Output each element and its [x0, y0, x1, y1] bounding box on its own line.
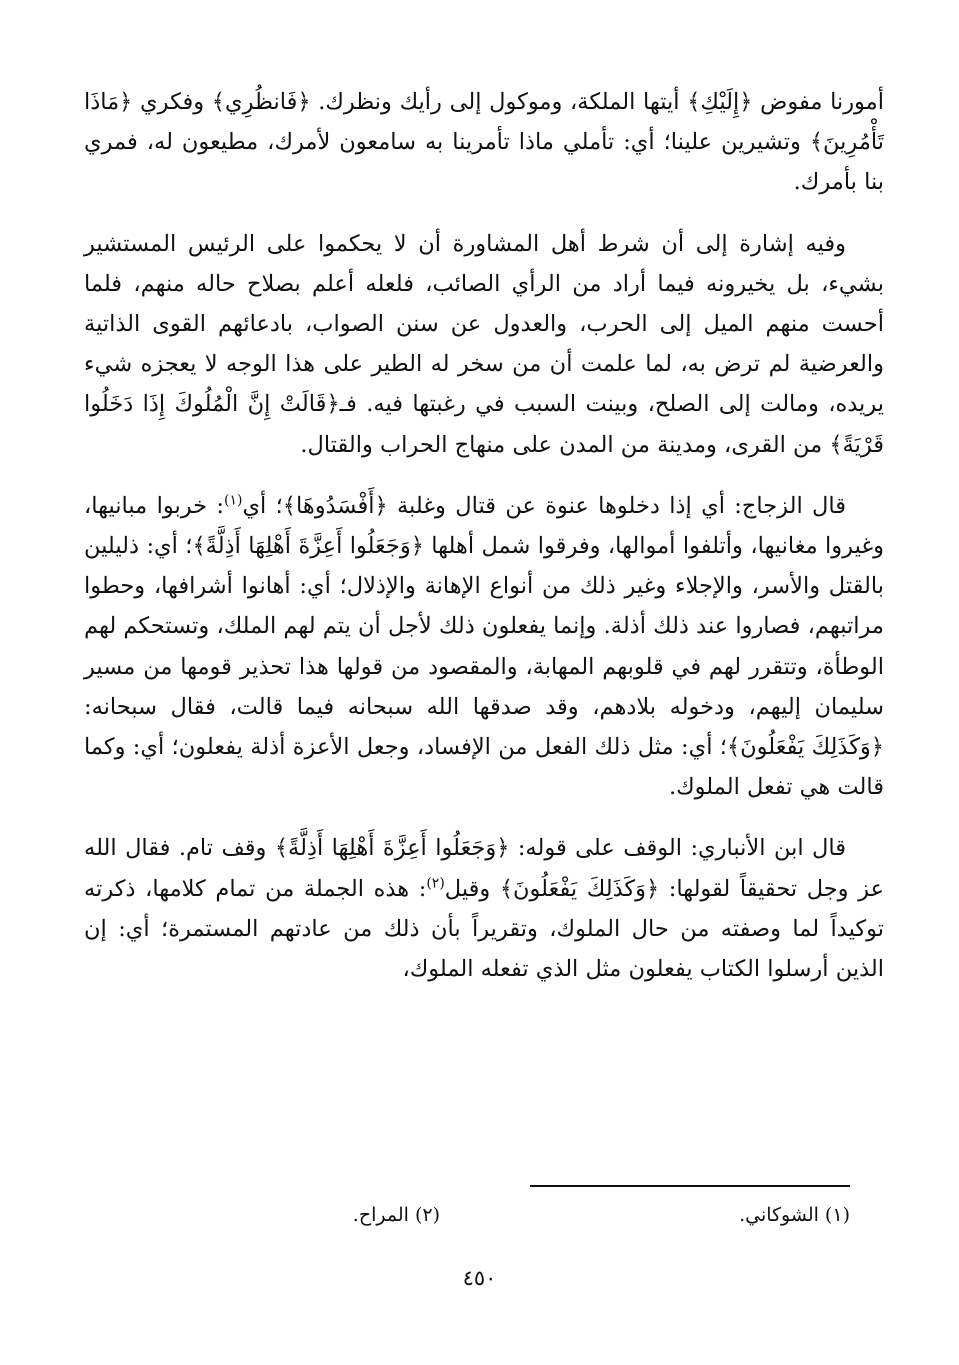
footnote-2: (٢) المراح.	[352, 1204, 440, 1226]
paragraph-2	[84, 224, 884, 465]
paragraph-3	[84, 486, 884, 808]
paragraph-4-before: قال ابن الأنباري: الوقف على قوله: ﴿وَجَعَلُوا أَعِزَّةَ أَهْلِهَا أَذِلَّةً﴾ وقف تام. فقال الله عز وجل تحقيقاً لقولها: ﴿وَكَذَلِكَ يَفْعَلُونَ﴾ وقيل	[84, 835, 884, 902]
paragraph-3-text	[84, 486, 884, 808]
page-body	[84, 82, 884, 1010]
footnote-divider	[530, 1185, 850, 1187]
footnote-ref-2: (٢)	[426, 875, 445, 892]
page-number: ٤٥٠	[462, 1266, 497, 1290]
paragraph-4	[84, 828, 884, 989]
paragraph-1-text: أمورنا مفوض ﴿إِلَيْكِ﴾ أيتها الملكة، وموكول إلى رأيك ونظرك. ﴿فَانظُرِي﴾ وفكري ﴿مَاذَا تَأْمُرِينَ﴾ وتشيرين علينا؛ أي: تأملي ماذا تأمرينا به سامعون لأمرك، مطيعون له، فمري بنا بأمرك.	[84, 89, 884, 196]
paragraph-2-text: وفيه إشارة إلى أن شرط أهل المشاورة أن لا يحكموا على الرئيس المستشير بشيء، بل يخيرونه فيما أراد من الرأي الصائب، فلعله أعلم بصلاح حاله منهم، فلما أحست منهم الميل إلى الحرب، والعدول عن سنن الصواب، بادعائهم القوى الذاتية والعرضية لم ترض به، لما علمت أن من سخر له الطير على هذا الوجه لا يعجزه شيء يريده، ومالت إلى الصلح، وبينت السبب في رغبتها فيه. فـ﴿قَالَتْ إِنَّ الْمُلُوكَ إِذَا دَخَلُوا قَرْيَةً﴾ من القرى، ومدينة من المدن على منهاج الحراب والقتال.	[84, 230, 884, 458]
paragraph-3-before: قال الزجاج: أي إذا دخلوها عنوة عن قتال وغلبة ﴿أَفْسَدُوهَا﴾؛ أي	[242, 492, 846, 519]
paragraph-4-text	[84, 828, 884, 989]
footnote-1: (١) الشوكاني.	[739, 1204, 850, 1226]
paragraph-4-after: : هذه الجملة من تمام كلامها، ذكرته توكيداً لما وصفته من حال الملوك، وتقريراً بأن ذلك من عادتهم المستمرة؛ أي: إن الذين أرسلوا الكتاب يفعلون مثل الذي تفعله الملوك،	[84, 875, 884, 983]
paragraph-1	[84, 82, 884, 203]
paragraph-3-after: : خربوا مبانيها، وغيروا مغانيها، وأتلفوا أموالها، وفرقوا شمل أهلها ﴿وَجَعَلُوا أَعِزَّةَ أَهْلِهَا أَذِلَّةً﴾؛ أي: ذليلين بالقتل والأسر، والإجلاء وغير ذلك من أنواع الإهانة والإذلال؛ أي: أهانوا أشرافها، وحطوا مراتبهم، فصاروا عند ذلك أذلة. وإنما يفعلون ذلك لأجل أن يتم لهم الملك، وتستحكم لهم الوطأة، وتتقرر لهم في قلوبهم المهابة، والمقصود من قولها هذا تحذير قومها من مسير سليمان إليهم، ودخوله بلادهم، وقد صدقها الله سبحانه فيما قالت، فقال سبحانه: ﴿وَكَذَلِكَ يَفْعَلُونَ﴾؛ أي: مثل ذلك الفعل من الإفساد، وجعل الأعزة أذلة يفعلون؛ أي: وكما قالت هي تفعل الملوك.	[84, 492, 884, 801]
footnote-ref-1: (١)	[223, 492, 243, 509]
